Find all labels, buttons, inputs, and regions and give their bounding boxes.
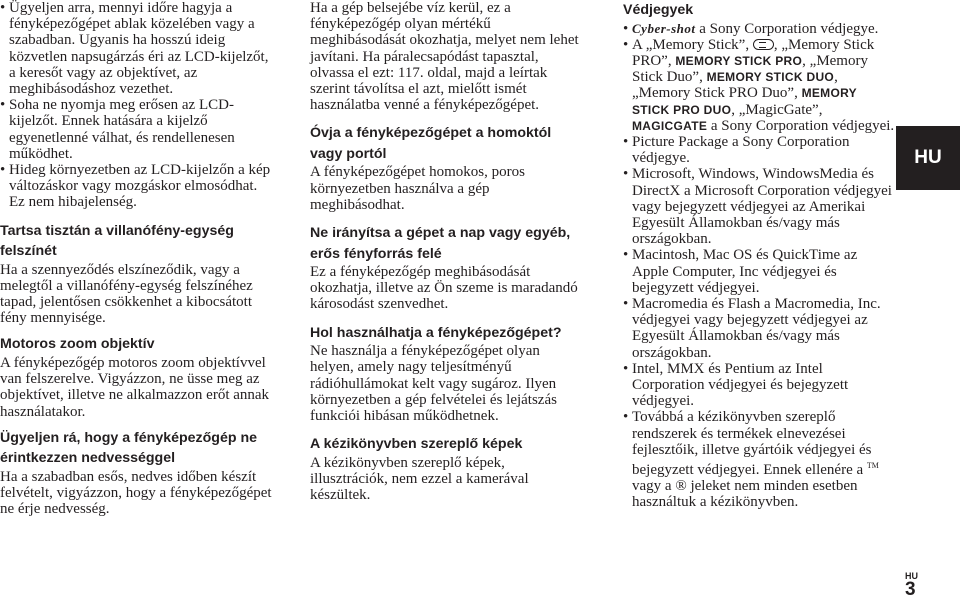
heading-images: A kézikönyvben szereplő képek (310, 436, 523, 453)
language-tab: HU (896, 126, 960, 190)
list-item: • Cyber-shot a Sony Corporation védjegye. (623, 21, 895, 37)
heading-moisture: Ügyeljen rá, hogy a fényképezőgép ne érintkezzen nedvességgel (0, 429, 258, 467)
paragraph-sun: Ez a fényképezőgép meghibásodását okozhatja, illetve az Ön szeme is maradandó károsodást szenvedhet. (310, 264, 578, 313)
heading-zoom: Motoros zoom objektív (0, 336, 155, 353)
trademark-mark: TM (866, 460, 879, 470)
trademarks-list (623, 21, 895, 511)
list-item: • Továbbá a kézikönyvben szereplő rendszerek és termékek elnevezései fejlesztőik, illetve gyártóik védjegyei és bejegyzett védjegyei. Ennek ellenére a ™ vagy a ® jeleket nem minden esetben használtuk a kézikönyvben. (623, 409, 895, 510)
heading-trademarks: Védjegyek (623, 2, 694, 18)
paragraph-flash: Ha a szennyeződés elszíneződik, vagy a melegtől a villanófény-egység felszínéhez tapad, jelentősen csökkenhet a kibocsátott fény mennyisége. (0, 261, 253, 327)
list-item: • Ügyeljen arra, mennyi időre hagyja a fényképezőgépet ablak közelében vagy a szabadban. Ugyanis ha hosszú ideig közvetlen napsugárzás éri az LCD-kijelzőt, a keresőt vagy az objektívet, az meghibásodáshoz vezethet. (0, 0, 272, 97)
list-item: • Microsoft, Windows, WindowsMedia és DirectX a Microsoft Corporation védjegyei vagy bejegyzett védjegyei az Amerikai Egyesült Államokban és/vagy más országokban. (623, 166, 895, 247)
heading-sun: Ne irányítsa a gépet a nap vagy egyéb, erős fényforrás felé (310, 225, 571, 262)
paragraph-images: A kézikönyvben szereplő képek, illusztrációk, nem ezzel a kamerával készültek. (310, 454, 529, 504)
heading-flash: Tartsa tisztán a villanófény-egység felszínét (0, 222, 234, 260)
memory-stick-duo-logo: MEMORY STICK DUO (706, 70, 835, 85)
column-right (623, 0, 895, 511)
cybershot-logo: Cyber-shot (632, 20, 696, 36)
list-item: • Macromedia és Flash a Macromedia, Inc. védjegyei vagy bejegyzett védjegyei az Egyesült Államokban és/vagy más országokban. (623, 296, 895, 361)
paragraph-sand: A fényképezőgépet homokos, poros környezetben használva a gép meghibásodhat. (310, 164, 525, 213)
paragraph-moisture: Ha a szabadban esős, nedves időben készít felvételt, vigyázzon, hogy a fényképezőgépet ne érje nedvesség. (0, 468, 272, 518)
magicgate-logo: MAGICGATE (632, 118, 708, 133)
list-item: • Picture Package a Sony Corporation védjegye. (623, 134, 895, 166)
list-item: • Soha ne nyomja meg erősen az LCD-kijelzőt. Ennek hatására a kijelző egyenetlenné válhat, és rendellenesen működhet. (0, 97, 272, 162)
list-item: • Hideg környezetben az LCD-kijelzőn a kép változáskor vagy mozgáskor elmosódhat. Ez nem hibajelenség. (0, 162, 272, 211)
memory-stick-icon (753, 39, 774, 50)
list-item: • A „Memory Stick”, , „Memory Stick PRO”, MEMORY STICK PRO, „Memory Stick Duo”, MEMORY STICK DUO, „Memory Stick PRO Duo”, MEMORY STICK PRO DUO, „MagicGate”, MAGICGATE a Sony Corporation védjegyei. (623, 37, 895, 134)
list-item: • Macintosh, Mac OS és QuickTime az Apple Computer, Inc védjegyei és bejegyzett védjegyei. (623, 247, 895, 296)
memory-stick-pro-duo-logo: MEMORY STICK PRO DUO (632, 86, 857, 117)
footer-language: HU (905, 571, 918, 581)
heading-where-to-use: Hol használhatja a fényképezőgépet? (310, 324, 562, 341)
paragraph-water: Ha a gép belsejébe víz kerül, ez a fényképezőgép olyan mértékű meghibásodását okozhatja, melyet nem lehet javítani. Ha páralecsapódást tapasztal, olvassa el ezt: 117. oldal, majd a leírtak szerint távolítsa el azt, mielőtt ismét használatba venné a fényképezőgépet. (310, 0, 579, 114)
list-item: • Intel, MMX és Pentium az Intel Corporation védjegyei és bejegyzett védjegyei. (623, 361, 895, 410)
heading-sand: Óvja a fényképezőgépet a homoktól vagy portól (310, 125, 552, 162)
paragraph-zoom: A fényképezőgép motoros zoom objektívvel van felszerelve. Vigyázzon, ne üsse meg az objektívet, illetve ne alkalmazzon erőt annak használatakor. (0, 354, 270, 420)
page-number: 3 (905, 579, 916, 600)
column-middle (310, 0, 586, 503)
precautions-list (0, 0, 272, 211)
paragraph-where-to-use: Ne használja a fényképezőgépet olyan helyen, amely nagy teljesítményű rádióhullámokat kelt vagy sugároz. Ilyen környezetben a gép felvételei és lejátszás funkciói hibásan működhetnek. (310, 343, 557, 424)
memory-stick-pro-logo: MEMORY STICK PRO (675, 53, 803, 68)
column-left (0, 0, 272, 517)
